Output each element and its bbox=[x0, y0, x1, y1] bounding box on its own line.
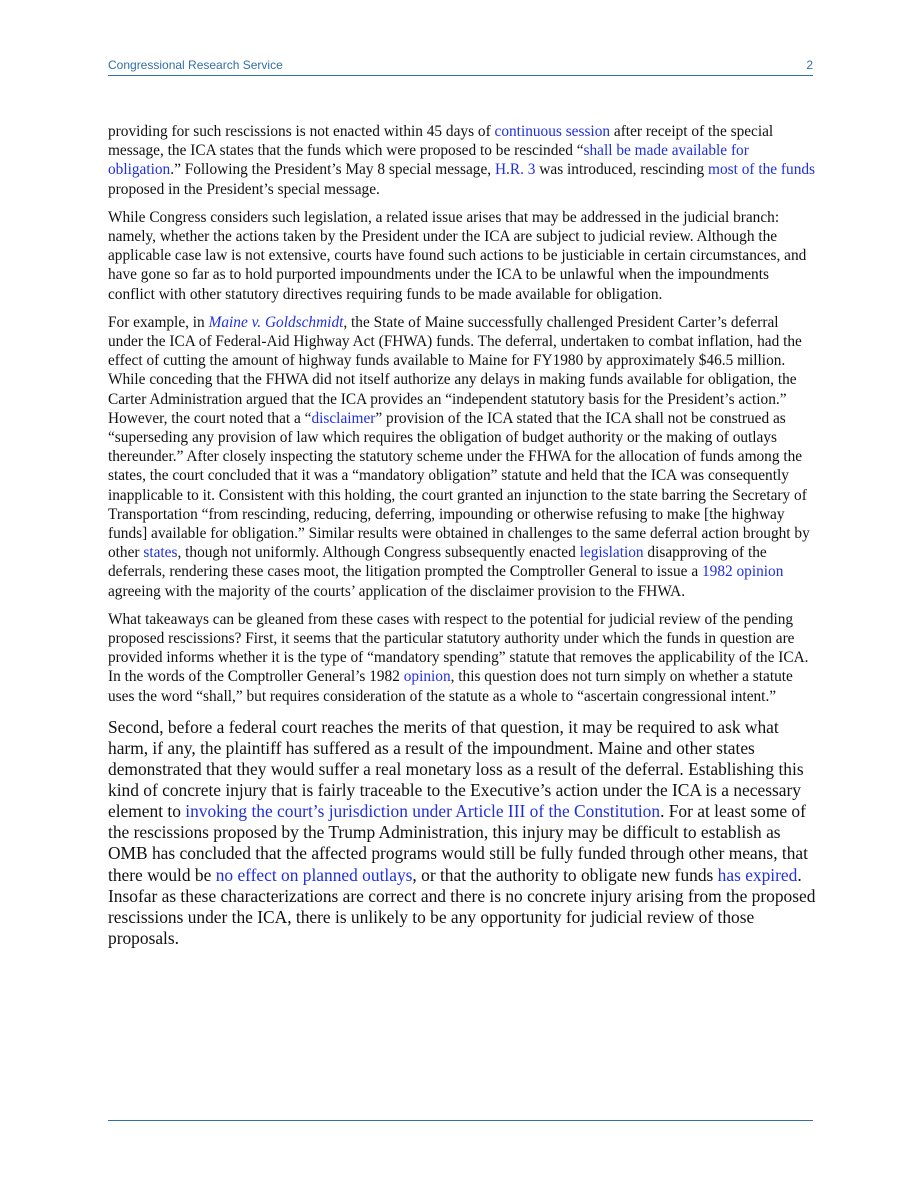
body-paragraph bbox=[108, 610, 816, 706]
hyperlink[interactable]: legislation bbox=[579, 544, 644, 562]
text-span: ” provision of the ICA stated that the ICA shall not be construed as “superseding any provision of law which requires the obligation of budget authority or the making of outlays thereunder.” After closely inspecting the statutory scheme under the FHWA for the allocation of funds among the states, the court concluded that it was a “mandatory obligation” statute and held that the ICA was consequently inapplicable to it. Consistent with this holding, the court granted an injunction to the state barring the Secretary of Transportation “from rescinding, reducing, deferring, impounding or otherwise refusing to make [the highway funds] available for obligation.” Similar results were obtained in challenges to the same deferral action brought by other bbox=[108, 409, 810, 562]
hyperlink[interactable]: states bbox=[143, 544, 178, 562]
hyperlink[interactable]: H.R. 3 bbox=[494, 161, 536, 179]
body-paragraph bbox=[108, 313, 816, 601]
text-span: after receipt of the special message, the ICA states that the funds which were proposed to be rescinded “ bbox=[108, 123, 774, 160]
text-span: Second, before a federal court reaches the merits of that question, it may be required to ask what harm, if any, the plaintiff has suffered as a result of the impoundment. Maine and other states demonstrated that they would suffer a real monetary loss as a result of the deferral. Establishing this kind of concrete injury that is fairly traceable to the Executive’s action under the ICA is a necessary element to bbox=[108, 716, 804, 822]
text-span: .” Following the President’s May 8 special message, bbox=[170, 161, 495, 179]
hyperlink[interactable]: has expired bbox=[717, 864, 798, 885]
document-body bbox=[108, 122, 816, 958]
body-paragraph bbox=[108, 717, 816, 949]
hyperlink[interactable]: invoking the court’s jurisdiction under Article III of the Constitution bbox=[185, 801, 661, 822]
text-span: agreeing with the majority of the courts’ application of the disclaimer provision to the FHWA. bbox=[108, 582, 686, 600]
text-span: , the State of Maine successfully challenged President Carter’s deferral under the ICA of Federal-Aid Highway Act (FHWA) funds. The deferral, undertaken to combat inflation, had the effect of cutting the amount of highway funds available to Maine for FY1980 by approximately $46.5 million. While conceding that the FHWA did not itself authorize any delays in making funds available for obligation, the Carter Administration argued that the ICA provides an “independent statutory basis for the President’s action.” However, the court noted that a “ bbox=[108, 313, 802, 427]
organization-name: Congressional Research Service bbox=[108, 58, 283, 72]
text-span: , though not uniformly. Although Congress subsequently enacted bbox=[177, 544, 580, 562]
text-span: disapproving of the deferrals, rendering these cases moot, the litigation prompted the Comptroller General to issue a bbox=[108, 544, 767, 581]
text-span: . For at least some of the rescissions proposed by the Trump Administration, this injury may be difficult to establish as OMB has concluded that the affected programs would still be fully funded through other means, that there would be bbox=[108, 801, 808, 885]
text-span: While Congress considers such legislation, a related issue arises that may be addressed in the judicial branch: namely, whether the actions taken by the President under the ICA are subject to judicial review. Although the applicable case law is not extensive, courts have found such actions to be justiciable in certain circumstances, and have gone so far as to hold purported impoundments under the ICA to be unlawful when the impoundments conflict with other statutory directives requiring funds to be made available for obligation. bbox=[108, 208, 807, 303]
page-number: 2 bbox=[806, 58, 813, 72]
footer-rule bbox=[108, 1120, 813, 1121]
body-paragraph bbox=[108, 208, 816, 304]
hyperlink[interactable]: Maine v. Goldschmidt bbox=[208, 313, 344, 331]
page-header bbox=[108, 57, 813, 76]
hyperlink[interactable]: opinion bbox=[403, 668, 451, 686]
text-span: . Insofar as these characterizations are correct and there is no concrete injury arising from the proposed rescissions under the ICA, there is unlikely to be any opportunity for judicial review of those proposals. bbox=[108, 864, 816, 948]
body-paragraph bbox=[108, 122, 816, 199]
text-span: was introduced, rescinding bbox=[535, 161, 709, 179]
hyperlink[interactable]: continuous session bbox=[494, 123, 611, 140]
text-span: providing for such rescissions is not enacted within 45 days of bbox=[108, 123, 495, 140]
hyperlink[interactable]: most of the funds bbox=[708, 161, 816, 179]
hyperlink[interactable]: 1982 opinion bbox=[701, 563, 784, 581]
text-span: proposed in the President’s special message. bbox=[108, 180, 380, 198]
text-span: For example, in bbox=[108, 313, 209, 331]
text-span: What takeaways can be gleaned from these cases with respect to the potential for judicial review of the pending proposed rescissions? First, it seems that the particular statutory authority under which the funds in question are provided informs whether it is the type of “mandatory spending” statute that removes the applicability of the ICA. In the words of the Comptroller General’s 1982 bbox=[108, 610, 809, 686]
hyperlink[interactable]: disclaimer bbox=[311, 409, 376, 427]
hyperlink[interactable]: shall be made available for obligation bbox=[108, 142, 749, 179]
hyperlink[interactable]: no effect on planned outlays bbox=[215, 864, 413, 885]
text-span: , this question does not turn simply on whether a statute uses the word “shall,” but requires consideration of the statute as a whole to “ascertain congressional intent.” bbox=[108, 668, 793, 705]
text-span: , or that the authority to obligate new funds bbox=[412, 864, 718, 885]
